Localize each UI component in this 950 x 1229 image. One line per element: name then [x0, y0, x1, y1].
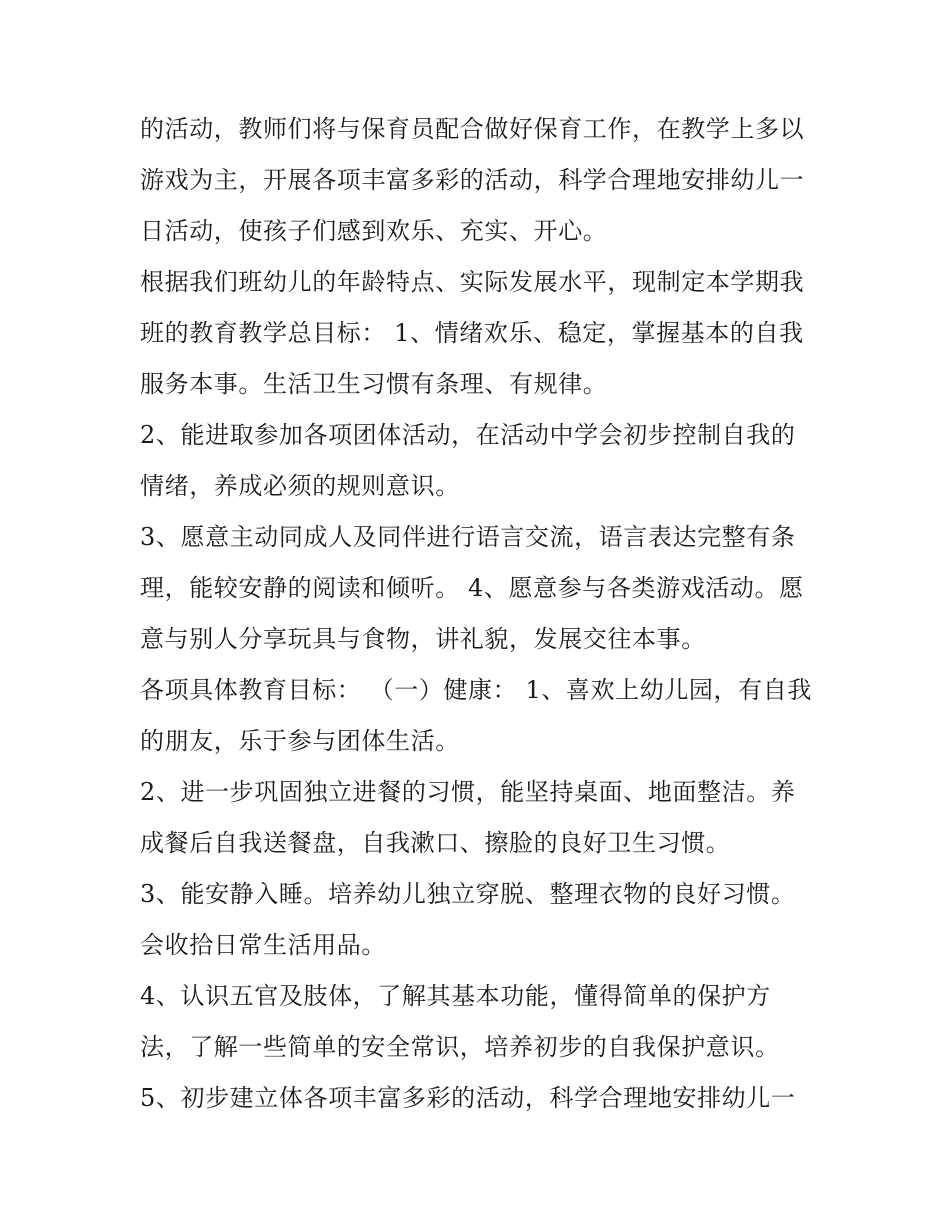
text-line: 成餐后自我送餐盘，自我漱口、擦脸的良好卫生习惯。	[140, 829, 731, 857]
text-line: 3、能安静入睡。培养幼儿独立穿脱、整理衣物的良好习惯。	[140, 880, 796, 908]
text-line: 根据我们班幼儿的年龄特点、实际发展水平，现制定本学期我	[140, 268, 805, 296]
text-line: 的活动，教师们将与保育员配合做好保育工作，在教学上多以	[140, 115, 805, 143]
text-line: 日活动，使孩子们感到欢乐、充实、开心。	[140, 217, 608, 245]
text-line: 班的教育教学总目标： 1、情绪欢乐、稳定，掌握基本的自我	[140, 319, 804, 347]
text-line: 5、初步建立体各项丰富多彩的活动，科学合理地安排幼儿一	[140, 1084, 796, 1112]
text-line: 3、愿意主动同成人及同伴进行语言交流，语言表达完整有条	[140, 523, 796, 551]
text-line: 4、认识五官及肢体，了解其基本功能，懂得简单的保护方	[140, 982, 771, 1010]
text-line: 2、能进取参加各项团体活动，在活动中学会初步控制自我的	[140, 421, 796, 449]
text-line: 法，了解一些简单的安全常识，培养初步的自我保护意识。	[140, 1033, 780, 1061]
text-line: 2、进一步巩固独立进餐的习惯，能坚持桌面、地面整洁。养	[140, 778, 796, 806]
text-line: 理，能较安静的阅读和倾听。 4、愿意参与各类游戏活动。愿	[140, 574, 804, 602]
text-line: 的朋友，乐于参与团体生活。	[140, 727, 460, 755]
text-line: 意与别人分享玩具与食物，讲礼貌，发展交往本事。	[140, 625, 706, 653]
text-line: 服务本事。生活卫生习惯有条理、有规律。	[140, 370, 608, 398]
text-line: 会收拾日常生活用品。	[140, 931, 386, 959]
text-line: 游戏为主，开展各项丰富多彩的活动，科学合理地安排幼儿一	[140, 166, 805, 194]
text-line: 情绪，养成必须的规则意识。	[140, 472, 460, 500]
text-line: 各项具体教育目标： （一）健康： 1、喜欢上幼儿园，有自我	[140, 676, 812, 704]
body-text	[140, 104, 830, 1124]
